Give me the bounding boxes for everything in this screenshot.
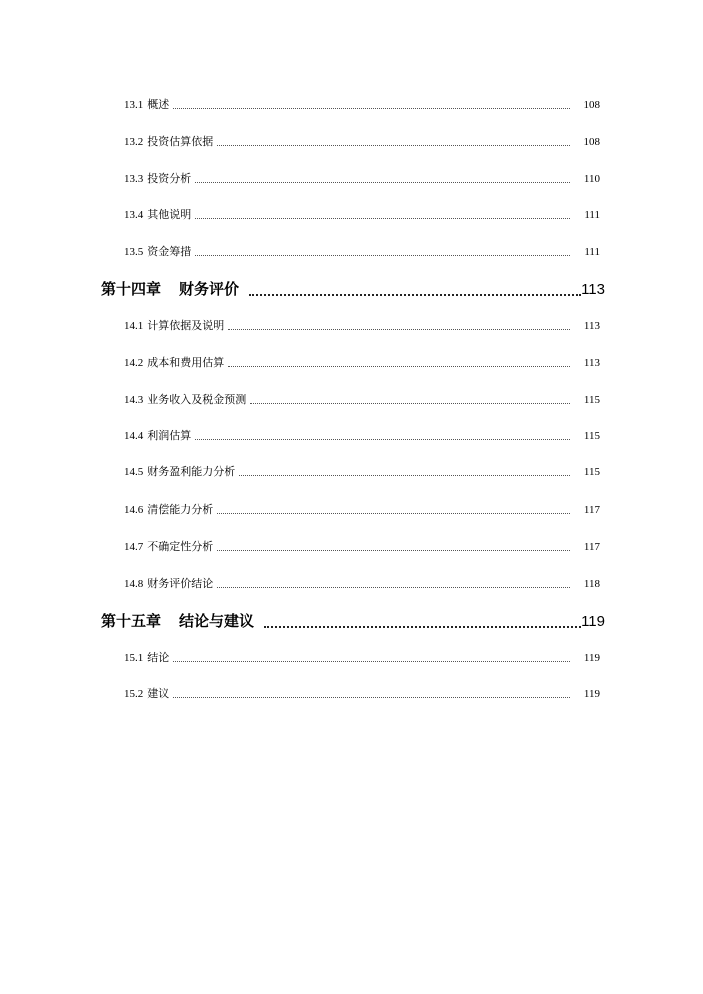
- toc-entry-13-2[interactable]: [124, 133, 600, 149]
- chapter-title: 财务评价: [179, 280, 240, 298]
- entry-page-number: 115: [583, 430, 600, 442]
- entry-page-number: 113: [583, 320, 600, 332]
- entry-title: 投资分析: [147, 173, 192, 185]
- dot-leader: [173, 661, 570, 662]
- entry-page-number: 115: [583, 466, 600, 478]
- entry-title: 清偿能力分析: [147, 504, 214, 516]
- entry-number: 14.1: [124, 320, 144, 332]
- toc-entry-15-2[interactable]: [124, 685, 600, 701]
- dot-leader: [173, 697, 570, 698]
- entry-title: 成本和费用估算: [147, 357, 225, 369]
- entry-title: 财务盈利能力分析: [147, 466, 236, 478]
- toc-chapter-15[interactable]: [101, 610, 605, 631]
- entry-title: 投资估算依据: [147, 136, 214, 148]
- dot-leader: [173, 108, 570, 109]
- toc-entry-14-7[interactable]: [124, 538, 600, 554]
- dot-leader: [195, 182, 570, 183]
- toc-entry-13-3[interactable]: [124, 170, 600, 186]
- dot-leader: [195, 218, 570, 219]
- entry-page-number: 119: [583, 688, 600, 700]
- entry-page-number: 115: [583, 394, 600, 406]
- toc-entry-14-5[interactable]: [124, 463, 600, 479]
- toc-entry-14-4[interactable]: [124, 427, 600, 443]
- entry-title: 财务评价结论: [147, 578, 214, 590]
- entry-number: 14.2: [124, 357, 144, 369]
- entry-number: 14.8: [124, 578, 144, 590]
- chapter-number: 第十四章: [101, 280, 162, 298]
- entry-page-number: 111: [584, 246, 600, 258]
- entry-number: 13.4: [124, 209, 144, 221]
- chapter-title: 结论与建议: [179, 612, 255, 630]
- entry-title: 不确定性分析: [147, 541, 214, 553]
- entry-title: 其他说明: [147, 209, 192, 221]
- entry-page-number: 119: [583, 652, 600, 664]
- toc-chapter-14[interactable]: [101, 278, 605, 299]
- entry-number: 13.5: [124, 246, 144, 258]
- toc-entry-14-1[interactable]: [124, 317, 600, 333]
- entry-title: 建议: [147, 688, 170, 700]
- entry-page-number: 117: [583, 504, 600, 516]
- dot-leader: [228, 329, 570, 330]
- entry-title: 利润估算: [147, 430, 192, 442]
- entry-number: 13.3: [124, 173, 144, 185]
- entry-number: 14.6: [124, 504, 144, 516]
- toc-entry-13-4[interactable]: [124, 206, 600, 222]
- entry-title: 计算依据及说明: [147, 320, 225, 332]
- entry-page-number: 108: [583, 99, 600, 111]
- toc-entry-14-8[interactable]: [124, 575, 600, 591]
- toc-entry-14-6[interactable]: [124, 501, 600, 517]
- entry-page-number: 113: [583, 357, 600, 369]
- entry-number: 14.3: [124, 394, 144, 406]
- dot-leader: [195, 439, 570, 440]
- dot-leader: [195, 255, 570, 256]
- dot-leader: [217, 550, 570, 551]
- toc-entry-14-3[interactable]: [124, 391, 600, 407]
- dot-leader: [264, 626, 581, 628]
- entry-page-number: 111: [584, 209, 600, 221]
- dot-leader: [250, 403, 570, 404]
- chapter-page-number: 113: [581, 281, 605, 298]
- entry-page-number: 108: [583, 136, 600, 148]
- entry-number: 13.2: [124, 136, 144, 148]
- entry-page-number: 117: [583, 541, 600, 553]
- chapter-page-number: 119: [581, 613, 605, 630]
- entry-title: 结论: [147, 652, 170, 664]
- dot-leader: [239, 475, 570, 476]
- entry-number: 15.1: [124, 652, 144, 664]
- entry-page-number: 110: [583, 173, 600, 185]
- dot-leader: [217, 587, 570, 588]
- entry-number: 14.7: [124, 541, 144, 553]
- entry-number: 14.5: [124, 466, 144, 478]
- dot-leader: [228, 366, 570, 367]
- dot-leader: [217, 145, 570, 146]
- entry-number: 13.1: [124, 99, 144, 111]
- dot-leader: [249, 294, 581, 296]
- toc-entry-14-2[interactable]: [124, 354, 600, 370]
- chapter-number: 第十五章: [101, 612, 162, 630]
- entry-page-number: 118: [583, 578, 600, 590]
- dot-leader: [217, 513, 570, 514]
- toc-entry-13-1[interactable]: [124, 96, 600, 112]
- toc-entry-15-1[interactable]: [124, 649, 600, 665]
- toc-entry-13-5[interactable]: [124, 243, 600, 259]
- entry-title: 概述: [147, 99, 170, 111]
- entry-title: 资金筹措: [147, 246, 192, 258]
- entry-number: 15.2: [124, 688, 144, 700]
- entry-number: 14.4: [124, 430, 144, 442]
- entry-title: 业务收入及税金预测: [147, 394, 247, 406]
